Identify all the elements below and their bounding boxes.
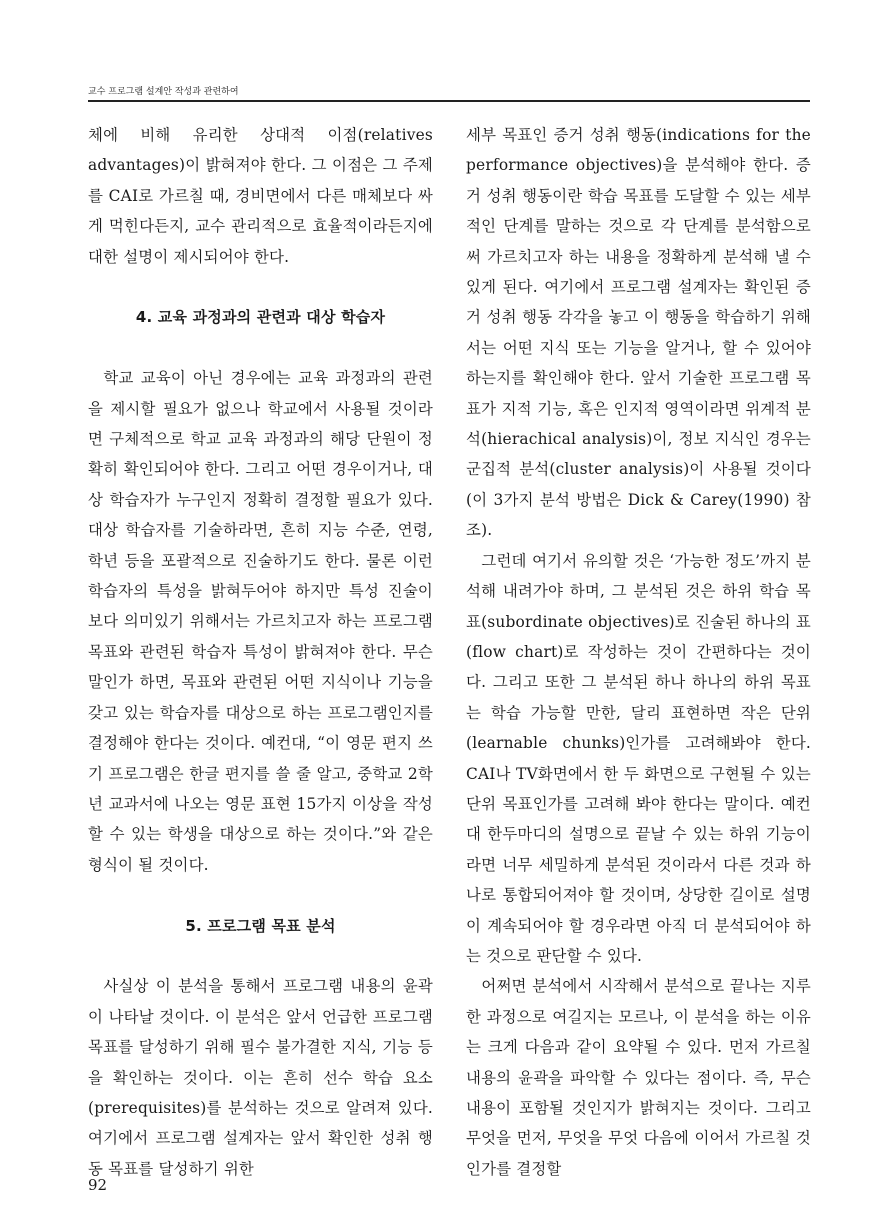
- left-paragraph-2: 학교 교육이 아닌 경우에는 교육 과정과의 관련을 제시할 필요가 없으나 학교에서 사용될 것이라면 구체적으로 학교 교육 과정과의 해당 단원이 정확히 확인되어야 한다. 그리고 어떤 경우이거나, 대상 학습자가 누구인지 정확히 결정할 필요가 있다. 대상 학습자를 기술하라면, 흔히 지능 수준, 연령, 학년 등을 포괄적으로 진술하기도 한다. 물론 이런 학습자의 특성을 밝혀두어야 하지만 특성 진술이 보다 의미있기 위해서는 가르치고자 하는 프로그램 목표와 관련된 학습자 특성이 밝혀져야 한다. 무슨 말인가 하면, 목표와 관련된 어떤 지식이나 기능을 갖고 있는 학습자를 대상으로 하는 프로그램인지를 결정해야 한다는 것이다. 예컨대, “이 영문 편지 쓰기 프로그램은 한글 편지를 쓸 줄 알고, 중학교 2학년 교과서에 나오는 영문 표현 15가지 이상을 작성할 수 있는 학생을 대상으로 하는 것이다.”와 같은 형식이 될 것이다.: [88, 369, 433, 874]
- section-4-heading: 4. 교육 과정과의 관련과 대상 학습자: [135, 308, 386, 327]
- section-5-heading: 5. 프로그램 목표 분석: [185, 916, 336, 935]
- header-rule: [88, 100, 810, 102]
- page-number: 92: [88, 1176, 108, 1194]
- left-column: [88, 120, 433, 1184]
- right-paragraph-3: 어쩌면 분석에서 시작해서 분석으로 끝나는 지루한 과정으로 여길지는 모르나, 이 분석을 하는 이유는 크게 다음과 같이 요약될 수 있다. 먼저 가르칠 내용의 윤곽을 파악할 수 있다는 점이다. 즉, 무슨 내용이 포함될 것인지가 밝혀지는 것이다. 그리고 무엇을 먼저, 무엇을 무엇 다음에 이어서 가르칠 것인가를 결정할: [466, 977, 811, 1178]
- left-paragraph-1: 체에 비해 유리한 상대적 이점(relatives advantages)이 밝혀져야 한다. 그 이점은 그 주제를 CAI로 가르칠 때, 경비면에서 다른 매체보다 싸게 먹힌다든지, 교수 관리적으로 효율적이라든지에 대한 설명이 제시되어야 한다.: [88, 126, 433, 266]
- right-column: [466, 120, 811, 1184]
- right-paragraph-2: 그런데 여기서 유의할 것은 ‘가능한 정도’까지 분석해 내려가야 하며, 그 분석된 것은 하위 학습 목표(subordinate objectives)로 진술된 하나의 표(flow chart)로 작성하는 것이 간편하다는 것이다. 그리고 또한 그 분석된 하나 하나의 하위 목표는 학습 가능할 만한, 달리 표현하면 작은 단위(learnable chunks)인가를 고려해봐야 한다. CAI나 TV화면에서 한 두 화면으로 구현될 수 있는 단위 목표인가를 고려해 봐야 한다는 말이다. 예컨대 한두마디의 설명으로 끝날 수 있는 하위 기능이라면 너무 세밀하게 분석된 것이라서 다른 것과 하나로 통합되어져야 할 것이며, 상당한 길이로 설명이 계속되어야 할 경우라면 아직 더 분석되어야 하는 것으로 판단할 수 있다.: [466, 551, 811, 965]
- right-paragraph-1: 세부 목표인 증거 성취 행동(indications for the performance objectives)을 분석해야 한다. 증거 성취 행동이란 학습 목표를 도달할 수 있는 세부적인 단계를 말하는 것으로 각 단계를 분석함으로써 가르치고자 하는 내용을 정확하게 분석해 낼 수 있게 된다. 여기에서 프로그램 설계자는 확인된 증거 성취 행동 각각을 놓고 이 행동을 학습하기 위해서는 어떤 지식 또는 기능을 알거나, 할 수 있어야 하는지를 확인해야 한다. 앞서 기술한 프로그램 목표가 지적 기능, 혹은 인지적 영역이라면 위계적 분석(hierachical analysis)이, 정보 지식인 경우는 군집적 분석(cluster analysis)이 사용될 것이다(이 3가지 분석 방법은 Dick & Carey(1990) 참조).: [466, 126, 811, 540]
- running-header: 교수 프로그램 설계안 작성과 관련하여: [88, 87, 239, 97]
- left-paragraph-3: 사실상 이 분석을 통해서 프로그램 내용의 윤곽이 나타날 것이다. 이 분석은 앞서 언급한 프로그램 목표를 달성하기 위해 필수 불가결한 지식, 기능 등을 확인하는 것이다. 이는 흔히 선수 학습 요소(prerequisites)를 분석하는 것으로 알려져 있다. 여기에서 프로그램 설계자는 앞서 확인한 성취 행동 목표를 달성하기 위한: [88, 977, 433, 1178]
